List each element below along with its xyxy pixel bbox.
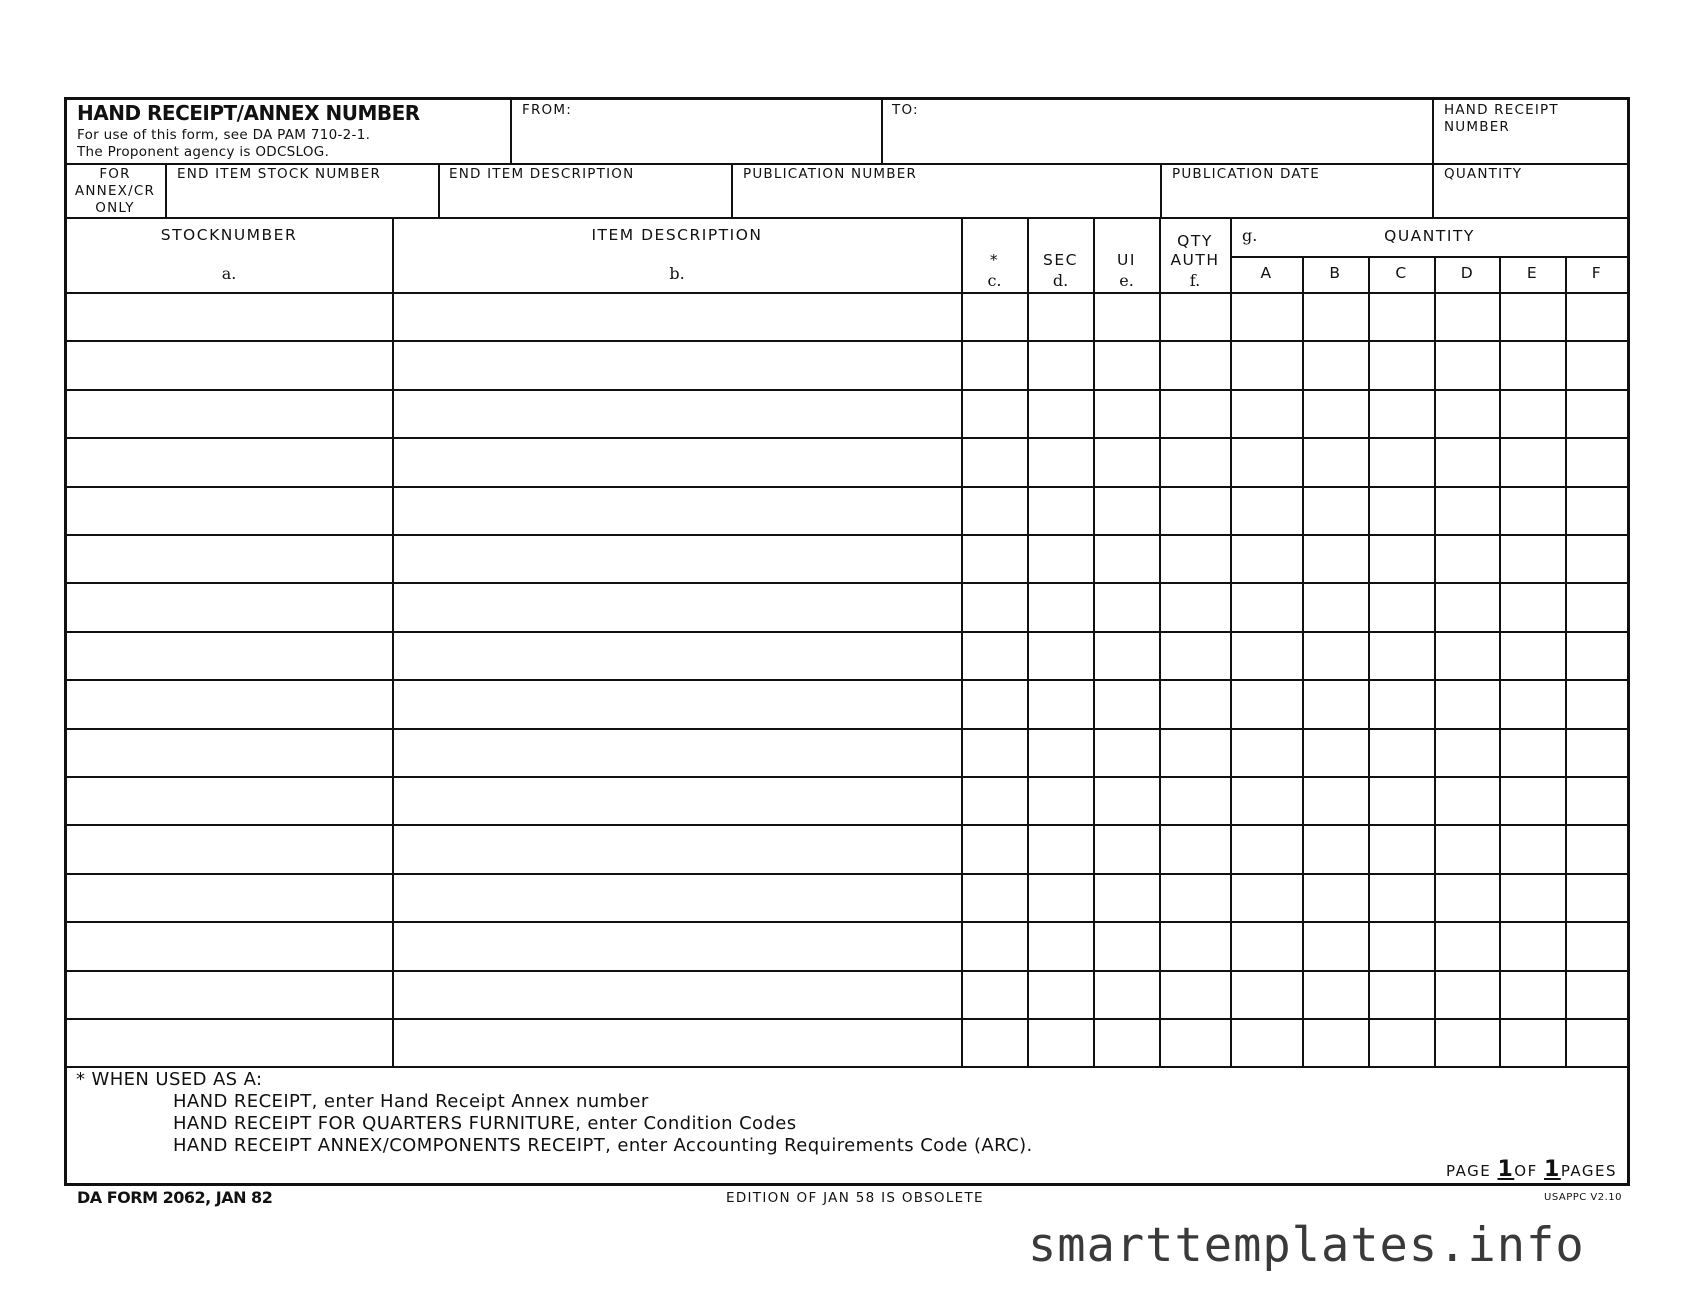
end-item-description-field[interactable] <box>440 184 730 216</box>
table-cell-qty-c[interactable] <box>1371 973 1433 1017</box>
table-cell-sec[interactable] <box>1030 731 1092 775</box>
table-cell-qty-auth[interactable] <box>1162 537 1229 581</box>
table-cell-star[interactable] <box>964 343 1026 387</box>
col-c-letter: c. <box>987 271 1002 290</box>
page-label: PAGE <box>1446 1162 1492 1180</box>
page-indicator <box>1446 1157 1617 1182</box>
table-cell-sec[interactable] <box>1030 924 1092 968</box>
table-cell-qty-b[interactable] <box>1305 924 1367 968</box>
table-cell-star[interactable] <box>964 537 1026 581</box>
end-item-stock-number-label: END ITEM STOCK NUMBER <box>177 166 382 182</box>
row-divider <box>64 679 1630 681</box>
table-cell-qty-auth[interactable] <box>1162 489 1229 533</box>
table-cell-qty-d[interactable] <box>1437 731 1498 775</box>
table-cell-qty-f[interactable] <box>1568 876 1629 920</box>
col-qty-auth-header: AUTH <box>1170 251 1220 269</box>
table-cell-star[interactable] <box>964 585 1026 629</box>
table-cell-stock-number[interactable] <box>67 924 391 968</box>
column-divider <box>1093 217 1095 1066</box>
table-cell-qty-b[interactable] <box>1305 682 1367 726</box>
table-cell-stock-number[interactable] <box>67 489 391 533</box>
publication-date-label: PUBLICATION DATE <box>1172 166 1320 182</box>
row-divider <box>64 582 1630 584</box>
column-divider <box>1499 256 1501 1066</box>
table-cell-qty-a[interactable] <box>1233 343 1301 387</box>
table-cell-item-description[interactable] <box>395 343 960 387</box>
note-line-quarters-furniture: HAND RECEIPT FOR QUARTERS FURNITURE, enter Condition Codes <box>173 1113 797 1134</box>
table-cell-qty-e[interactable] <box>1502 1021 1564 1065</box>
table-cell-qty-e[interactable] <box>1502 343 1564 387</box>
table-cell-qty-e[interactable] <box>1502 876 1564 920</box>
table-cell-qty-c[interactable] <box>1371 585 1433 629</box>
table-cell-qty-a[interactable] <box>1233 1021 1301 1065</box>
table-cell-qty-a[interactable] <box>1233 295 1301 339</box>
row-divider <box>64 921 1630 923</box>
table-cell-qty-auth[interactable] <box>1162 295 1229 339</box>
quantity-subcol-header: D <box>1460 264 1475 282</box>
table-cell-qty-d[interactable] <box>1437 489 1498 533</box>
of-label: OF <box>1514 1162 1538 1180</box>
form-id: DA FORM 2062, JAN 82 <box>77 1188 273 1207</box>
table-cell-stock-number[interactable] <box>67 1021 391 1065</box>
table-cell-qty-c[interactable] <box>1371 779 1433 823</box>
table-cell-qty-f[interactable] <box>1568 634 1629 678</box>
table-cell-star[interactable] <box>964 876 1026 920</box>
end-item-stock-number-field[interactable] <box>167 184 437 216</box>
table-cell-star[interactable] <box>964 682 1026 726</box>
col-ui-header: UI <box>1117 251 1136 269</box>
table-cell-qty-b[interactable] <box>1305 731 1367 775</box>
table-cell-ui[interactable] <box>1096 1021 1158 1065</box>
table-cell-qty-b[interactable] <box>1305 440 1367 484</box>
table-cell-stock-number[interactable] <box>67 392 391 436</box>
table-cell-qty-d[interactable] <box>1437 924 1498 968</box>
quantity-subcol-header: C <box>1395 264 1408 282</box>
table-cell-qty-b[interactable] <box>1305 489 1367 533</box>
row-divider <box>64 631 1630 633</box>
quantity-label: QUANTITY <box>1444 166 1523 182</box>
table-cell-qty-a[interactable] <box>1233 634 1301 678</box>
table-cell-qty-c[interactable] <box>1371 489 1433 533</box>
table-cell-stock-number[interactable] <box>67 682 391 726</box>
table-cell-qty-c[interactable] <box>1371 343 1433 387</box>
table-cell-qty-d[interactable] <box>1437 876 1498 920</box>
col-item-description-header: ITEM DESCRIPTION <box>591 226 763 244</box>
row-divider <box>64 970 1630 972</box>
table-cell-qty-e[interactable] <box>1502 585 1564 629</box>
table-cell-qty-auth[interactable] <box>1162 634 1229 678</box>
table-cell-qty-c[interactable] <box>1371 537 1433 581</box>
table-cell-qty-a[interactable] <box>1233 682 1301 726</box>
table-cell-sec[interactable] <box>1030 489 1092 533</box>
table-cell-qty-b[interactable] <box>1305 392 1367 436</box>
table-cell-qty-f[interactable] <box>1568 731 1629 775</box>
table-cell-qty-c[interactable] <box>1371 392 1433 436</box>
table-cell-qty-d[interactable] <box>1437 440 1498 484</box>
table-cell-qty-a[interactable] <box>1233 392 1301 436</box>
table-cell-stock-number[interactable] <box>67 343 391 387</box>
table-cell-qty-b[interactable] <box>1305 779 1367 823</box>
table-cell-qty-c[interactable] <box>1371 827 1433 871</box>
divider <box>64 217 1630 219</box>
table-cell-qty-auth[interactable] <box>1162 1021 1229 1065</box>
col-b-letter: b. <box>669 264 685 283</box>
row-divider <box>64 340 1630 342</box>
table-cell-qty-c[interactable] <box>1371 682 1433 726</box>
table-cell-item-description[interactable] <box>395 295 960 339</box>
table-cell-qty-auth[interactable] <box>1162 585 1229 629</box>
column-divider <box>1565 256 1567 1066</box>
column-divider <box>1434 256 1436 1066</box>
col-qty-auth-header: QTY <box>1177 232 1213 250</box>
table-cell-sec[interactable] <box>1030 343 1092 387</box>
table-cell-qty-auth[interactable] <box>1162 924 1229 968</box>
table-cell-ui[interactable] <box>1096 343 1158 387</box>
table-cell-star[interactable] <box>964 924 1026 968</box>
row-divider <box>64 486 1630 488</box>
table-cell-qty-e[interactable] <box>1502 731 1564 775</box>
table-cell-qty-b[interactable] <box>1305 295 1367 339</box>
table-cell-sec[interactable] <box>1030 295 1092 339</box>
note-line-hand-receipt: HAND RECEIPT, enter Hand Receipt Annex number <box>173 1091 649 1112</box>
col-g-letter: g. <box>1242 226 1258 245</box>
table-cell-star[interactable] <box>964 295 1026 339</box>
table-cell-ui[interactable] <box>1096 489 1158 533</box>
table-cell-stock-number[interactable] <box>67 295 391 339</box>
table-cell-sec[interactable] <box>1030 537 1092 581</box>
table-cell-qty-a[interactable] <box>1233 537 1301 581</box>
table-cell-qty-b[interactable] <box>1305 537 1367 581</box>
table-cell-ui[interactable] <box>1096 827 1158 871</box>
col-stock-number-header: STOCKNUMBER <box>160 226 298 244</box>
table-cell-qty-c[interactable] <box>1371 731 1433 775</box>
table-cell-qty-auth[interactable] <box>1162 876 1229 920</box>
row-divider <box>64 437 1630 439</box>
table-cell-qty-a[interactable] <box>1233 876 1301 920</box>
col-f-letter: f. <box>1189 271 1201 290</box>
table-cell-qty-f[interactable] <box>1568 827 1629 871</box>
table-cell-star[interactable] <box>964 392 1026 436</box>
table-cell-qty-d[interactable] <box>1437 779 1498 823</box>
table-cell-qty-c[interactable] <box>1371 440 1433 484</box>
total-pages[interactable]: 1 <box>1544 1157 1561 1182</box>
table-cell-qty-f[interactable] <box>1568 440 1629 484</box>
table-cell-sec[interactable] <box>1030 779 1092 823</box>
table-cell-qty-b[interactable] <box>1305 343 1367 387</box>
table-cell-qty-d[interactable] <box>1437 827 1498 871</box>
table-cell-star[interactable] <box>964 827 1026 871</box>
table-cell-item-description[interactable] <box>395 440 960 484</box>
table-cell-qty-auth[interactable] <box>1162 779 1229 823</box>
table-cell-qty-e[interactable] <box>1502 827 1564 871</box>
table-cell-ui[interactable] <box>1096 440 1158 484</box>
for-annex-label: ANNEX/CR <box>74 183 156 199</box>
end-item-description-label: END ITEM DESCRIPTION <box>449 166 635 182</box>
table-cell-qty-a[interactable] <box>1233 924 1301 968</box>
table-cell-sec[interactable] <box>1030 827 1092 871</box>
table-cell-item-description[interactable] <box>395 876 960 920</box>
table-cell-qty-c[interactable] <box>1371 924 1433 968</box>
row-divider <box>64 873 1630 875</box>
table-cell-stock-number[interactable] <box>67 440 391 484</box>
table-cell-star[interactable] <box>964 1021 1026 1065</box>
table-cell-ui[interactable] <box>1096 537 1158 581</box>
publication-date-field[interactable] <box>1162 184 1432 216</box>
divider <box>64 292 1630 294</box>
table-cell-qty-auth[interactable] <box>1162 731 1229 775</box>
table-cell-ui[interactable] <box>1096 682 1158 726</box>
table-cell-qty-e[interactable] <box>1502 634 1564 678</box>
for-annex-label: ONLY <box>95 200 135 216</box>
table-cell-qty-f[interactable] <box>1568 489 1629 533</box>
col-d-letter: d. <box>1052 271 1069 290</box>
table-cell-qty-f[interactable] <box>1568 779 1629 823</box>
table-cell-qty-d[interactable] <box>1437 973 1498 1017</box>
table-cell-qty-f[interactable] <box>1568 295 1629 339</box>
table-cell-qty-b[interactable] <box>1305 876 1367 920</box>
column-divider <box>392 217 394 1066</box>
table-cell-qty-f[interactable] <box>1568 343 1629 387</box>
row-divider <box>64 728 1630 730</box>
divider <box>64 163 1630 165</box>
table-cell-qty-f[interactable] <box>1568 682 1629 726</box>
table-cell-stock-number[interactable] <box>67 585 391 629</box>
table-cell-item-description[interactable] <box>395 1021 960 1065</box>
table-cell-sec[interactable] <box>1030 392 1092 436</box>
table-cell-sec[interactable] <box>1030 973 1092 1017</box>
table-cell-qty-auth[interactable] <box>1162 682 1229 726</box>
table-cell-qty-auth[interactable] <box>1162 392 1229 436</box>
row-divider <box>64 389 1630 391</box>
row-divider <box>64 776 1630 778</box>
watermark: smarttemplates.info <box>1028 1218 1585 1273</box>
table-cell-qty-f[interactable] <box>1568 585 1629 629</box>
table-cell-qty-e[interactable] <box>1502 924 1564 968</box>
table-cell-sec[interactable] <box>1030 585 1092 629</box>
note-line-annex-components: HAND RECEIPT ANNEX/COMPONENTS RECEIPT, enter Accounting Requirements Code (ARC). <box>173 1135 1033 1156</box>
table-cell-qty-d[interactable] <box>1437 537 1498 581</box>
end-item-quantity-field[interactable] <box>1434 184 1626 216</box>
when-used-note: * WHEN USED AS A: <box>76 1069 263 1090</box>
table-cell-qty-c[interactable] <box>1371 876 1433 920</box>
table-cell-qty-d[interactable] <box>1437 682 1498 726</box>
table-cell-star[interactable] <box>964 634 1026 678</box>
table-cell-qty-b[interactable] <box>1305 585 1367 629</box>
table-cell-sec[interactable] <box>1030 1021 1092 1065</box>
table-cell-ui[interactable] <box>1096 779 1158 823</box>
table-cell-item-description[interactable] <box>395 585 960 629</box>
row-divider <box>64 824 1630 826</box>
table-cell-qty-b[interactable] <box>1305 973 1367 1017</box>
table-cell-star[interactable] <box>964 489 1026 533</box>
table-cell-sec[interactable] <box>1030 682 1092 726</box>
table-cell-qty-b[interactable] <box>1305 827 1367 871</box>
table-cell-qty-auth[interactable] <box>1162 440 1229 484</box>
col-quantity-header: QUANTITY <box>1384 227 1475 245</box>
table-cell-ui[interactable] <box>1096 295 1158 339</box>
pages-label: PAGES <box>1560 1162 1618 1180</box>
row-divider <box>64 1066 1630 1068</box>
table-cell-item-description[interactable] <box>395 489 960 533</box>
hand-receipt-number-label: NUMBER <box>1444 119 1510 135</box>
page-number[interactable]: 1 <box>1497 1157 1515 1182</box>
use-note: For use of this form, see DA PAM 710-2-1. <box>77 127 371 143</box>
table-cell-qty-e[interactable] <box>1502 973 1564 1017</box>
col-star-header: * <box>989 251 1000 269</box>
form-title: HAND RECEIPT/ANNEX NUMBER <box>77 101 420 125</box>
table-cell-qty-c[interactable] <box>1371 295 1433 339</box>
table-cell-stock-number[interactable] <box>67 876 391 920</box>
table-cell-qty-f[interactable] <box>1568 392 1629 436</box>
table-cell-star[interactable] <box>964 440 1026 484</box>
publication-number-field[interactable] <box>733 184 1159 216</box>
table-cell-ui[interactable] <box>1096 392 1158 436</box>
table-cell-qty-auth[interactable] <box>1162 343 1229 387</box>
col-e-letter: e. <box>1119 271 1134 290</box>
hand-receipt-number-label: HAND RECEIPT <box>1444 102 1559 118</box>
table-cell-ui[interactable] <box>1096 585 1158 629</box>
table-cell-qty-e[interactable] <box>1502 489 1564 533</box>
table-cell-qty-f[interactable] <box>1568 1021 1629 1065</box>
table-cell-qty-d[interactable] <box>1437 1021 1498 1065</box>
table-cell-qty-a[interactable] <box>1233 440 1301 484</box>
publication-number-label: PUBLICATION NUMBER <box>743 166 918 182</box>
table-cell-ui[interactable] <box>1096 973 1158 1017</box>
table-cell-qty-d[interactable] <box>1437 343 1498 387</box>
table-cell-stock-number[interactable] <box>67 537 391 581</box>
column-divider <box>1368 256 1370 1066</box>
for-annex-label: FOR <box>99 166 131 182</box>
table-cell-stock-number[interactable] <box>67 779 391 823</box>
quantity-subcol-header: A <box>1260 264 1273 282</box>
table-cell-qty-c[interactable] <box>1371 1021 1433 1065</box>
table-cell-qty-a[interactable] <box>1233 827 1301 871</box>
table-cell-qty-d[interactable] <box>1437 585 1498 629</box>
table-cell-qty-a[interactable] <box>1233 731 1301 775</box>
quantity-subcol-header: E <box>1526 264 1539 282</box>
to-field[interactable] <box>883 120 1431 162</box>
table-cell-item-description[interactable] <box>395 779 960 823</box>
table-cell-qty-f[interactable] <box>1568 537 1629 581</box>
from-field[interactable] <box>512 120 880 162</box>
table-cell-qty-c[interactable] <box>1371 634 1433 678</box>
table-cell-sec[interactable] <box>1030 876 1092 920</box>
table-cell-qty-e[interactable] <box>1502 392 1564 436</box>
table-cell-item-description[interactable] <box>395 924 960 968</box>
table-cell-item-description[interactable] <box>395 827 960 871</box>
table-cell-item-description[interactable] <box>395 634 960 678</box>
table-cell-qty-d[interactable] <box>1437 295 1498 339</box>
table-cell-qty-e[interactable] <box>1502 537 1564 581</box>
table-cell-item-description[interactable] <box>395 392 960 436</box>
column-divider <box>1027 217 1029 1066</box>
table-cell-qty-e[interactable] <box>1502 682 1564 726</box>
table-cell-qty-e[interactable] <box>1502 440 1564 484</box>
table-cell-qty-a[interactable] <box>1233 585 1301 629</box>
table-cell-item-description[interactable] <box>395 682 960 726</box>
table-cell-star[interactable] <box>964 731 1026 775</box>
table-cell-sec[interactable] <box>1030 440 1092 484</box>
table-cell-ui[interactable] <box>1096 924 1158 968</box>
table-cell-ui[interactable] <box>1096 731 1158 775</box>
table-cell-item-description[interactable] <box>395 731 960 775</box>
table-cell-star[interactable] <box>964 973 1026 1017</box>
table-cell-stock-number[interactable] <box>67 634 391 678</box>
to-label: TO: <box>892 102 919 118</box>
table-cell-qty-f[interactable] <box>1568 924 1629 968</box>
edition-note: EDITION OF JAN 58 IS OBSOLETE <box>726 1190 984 1206</box>
table-cell-star[interactable] <box>964 779 1026 823</box>
proponent-note: The Proponent agency is ODCSLOG. <box>77 144 330 160</box>
row-divider <box>64 534 1630 536</box>
hand-receipt-number-field[interactable] <box>1434 137 1626 162</box>
table-cell-sec[interactable] <box>1030 634 1092 678</box>
from-label: FROM: <box>522 102 572 118</box>
quantity-subcol-header: B <box>1329 264 1342 282</box>
table-cell-qty-a[interactable] <box>1233 779 1301 823</box>
table-cell-qty-f[interactable] <box>1568 973 1629 1017</box>
table-cell-stock-number[interactable] <box>67 973 391 1017</box>
table-cell-qty-d[interactable] <box>1437 392 1498 436</box>
table-cell-qty-b[interactable] <box>1305 1021 1367 1065</box>
table-cell-item-description[interactable] <box>395 973 960 1017</box>
table-cell-stock-number[interactable] <box>67 731 391 775</box>
row-divider <box>64 1018 1630 1020</box>
table-cell-ui[interactable] <box>1096 634 1158 678</box>
table-cell-qty-e[interactable] <box>1502 779 1564 823</box>
table-cell-qty-auth[interactable] <box>1162 973 1229 1017</box>
table-cell-qty-a[interactable] <box>1233 489 1301 533</box>
table-cell-qty-b[interactable] <box>1305 634 1367 678</box>
table-cell-qty-e[interactable] <box>1502 295 1564 339</box>
version-label: USAPPC V2.10 <box>1544 1192 1623 1203</box>
table-cell-qty-auth[interactable] <box>1162 827 1229 871</box>
table-cell-qty-a[interactable] <box>1233 973 1301 1017</box>
column-divider <box>1159 217 1161 1066</box>
table-cell-stock-number[interactable] <box>67 827 391 871</box>
quantity-subcol-header: F <box>1591 264 1603 282</box>
col-sec-header: SEC <box>1043 251 1078 269</box>
table-cell-qty-d[interactable] <box>1437 634 1498 678</box>
col-a-letter: a. <box>221 264 237 283</box>
divider <box>1231 256 1630 258</box>
column-divider <box>1230 217 1232 1066</box>
table-cell-ui[interactable] <box>1096 876 1158 920</box>
table-cell-item-description[interactable] <box>395 537 960 581</box>
column-divider <box>1302 256 1304 1066</box>
column-divider <box>961 217 963 1066</box>
